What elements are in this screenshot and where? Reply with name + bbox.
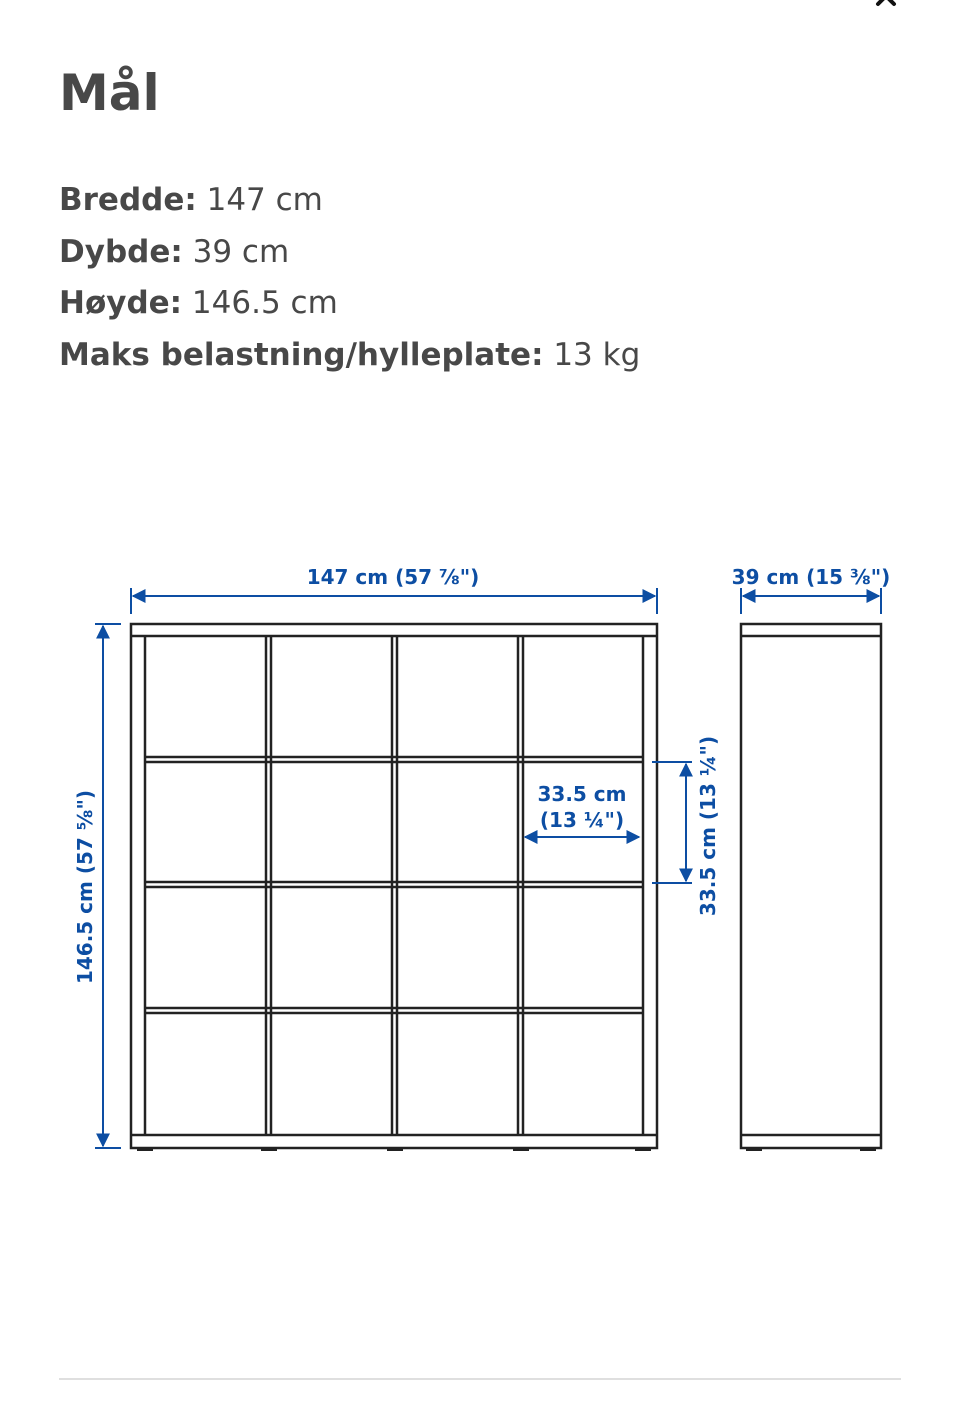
width-dimension-label: 147 cm (57 ⅞") (306, 565, 480, 589)
spec-value: 147 cm (206, 182, 323, 218)
spec-value: 13 kg (553, 336, 641, 373)
height-dimension (95, 624, 121, 1148)
spec-value: 39 cm (192, 233, 290, 270)
dimension-drawing (0, 540, 960, 1170)
depth-dimension (741, 588, 881, 614)
width-dimension (131, 588, 657, 614)
cell-width-label-line1: 33.5 cm (537, 782, 627, 806)
spec-depth (59, 230, 640, 282)
side-view-shelf (741, 624, 881, 1148)
front-view-shelf (131, 624, 657, 1148)
spec-label: Høyde: (59, 285, 183, 321)
height-dimension-label: 146.5 cm (57 ⅝") (73, 789, 97, 985)
spec-label: Dybde: (59, 233, 183, 270)
cell-height-label: 33.5 cm (13 ¼") (696, 735, 720, 917)
close-icon[interactable] (872, 0, 908, 10)
spec-label: Bredde: (59, 182, 197, 218)
footer-divider (59, 1378, 901, 1380)
cell-width-label-line2: (13 ¼") (539, 808, 625, 832)
spec-value: 146.5 cm (191, 285, 338, 321)
spec-height (59, 281, 640, 333)
spec-list (59, 178, 640, 384)
spec-width (59, 178, 640, 230)
page-title: Mål (59, 64, 160, 122)
spec-max-load (59, 333, 640, 385)
spec-label: Maks belastning/hylleplate: (59, 336, 544, 373)
depth-dimension-label: 39 cm (15 ⅜") (731, 565, 891, 589)
